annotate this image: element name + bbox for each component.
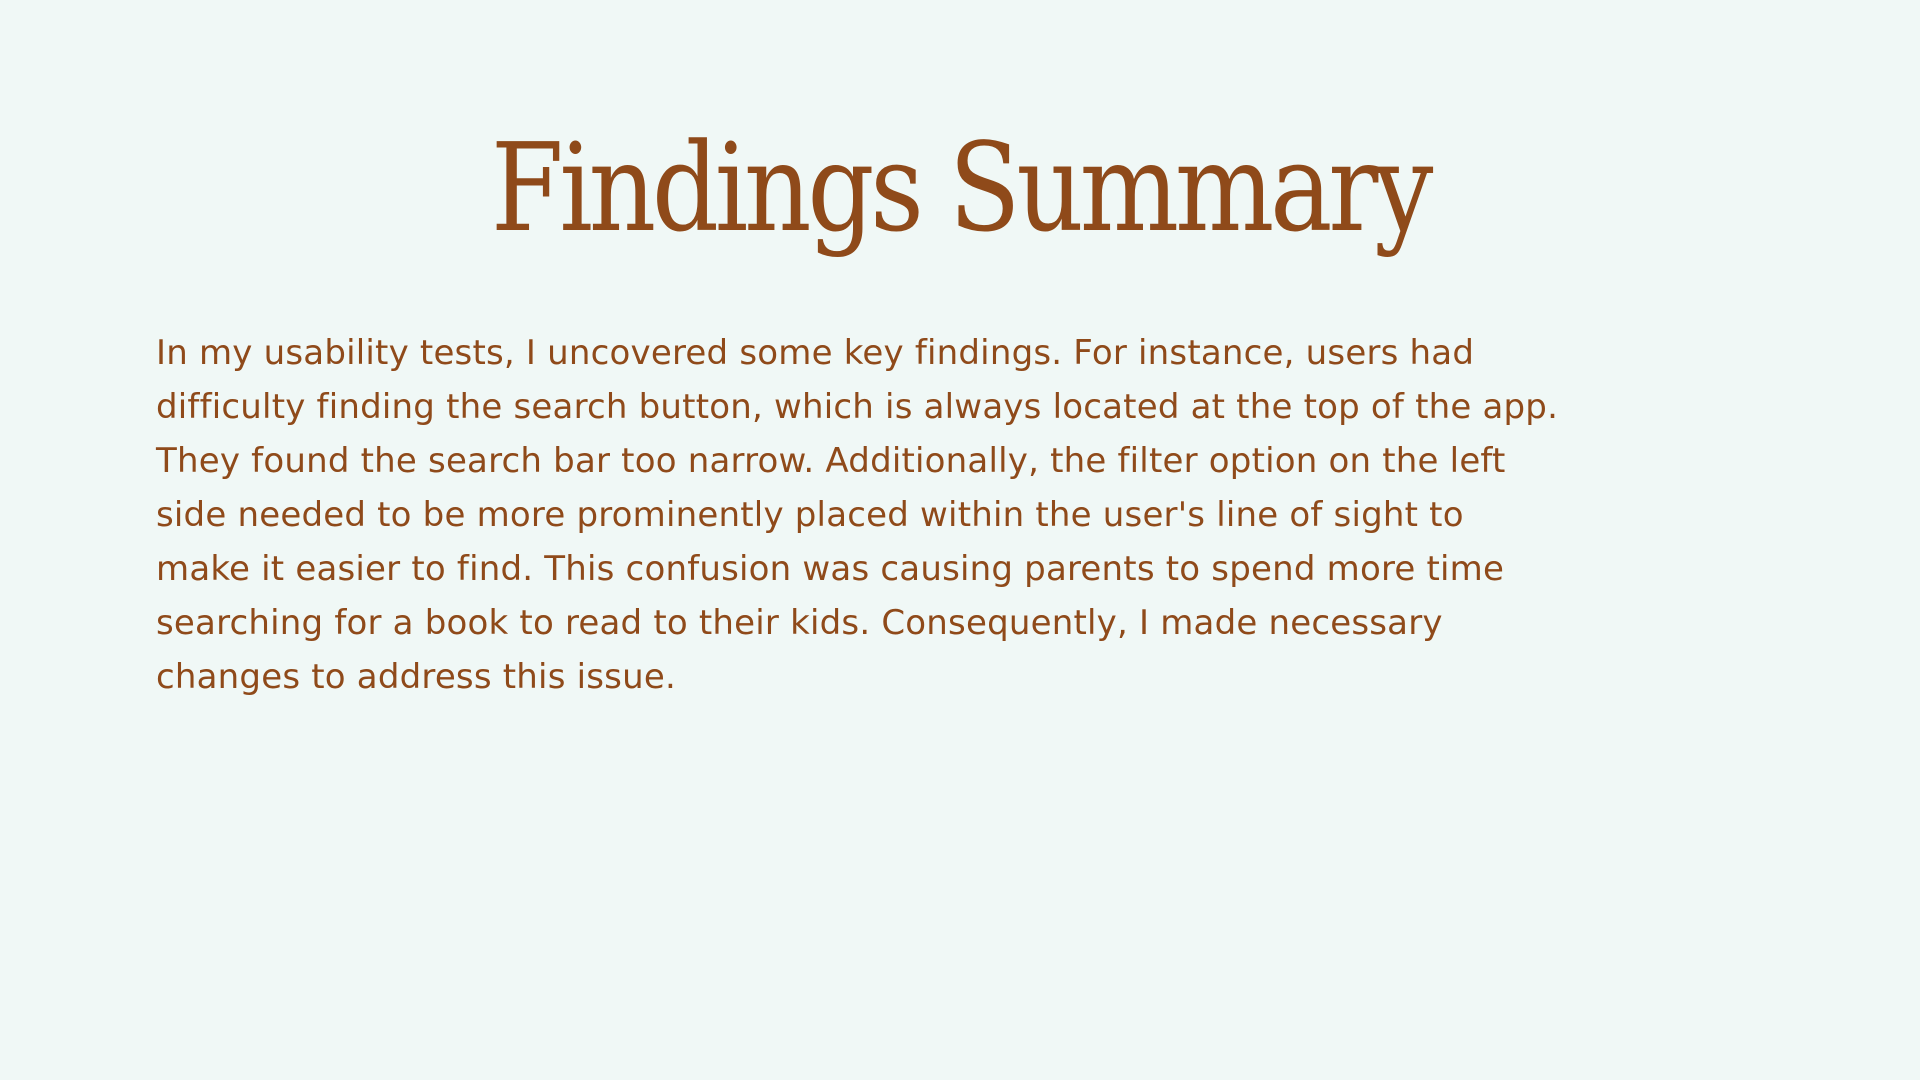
paragraph-line: side needed to be more prominently placed within the user's line of sight to: [156, 495, 1464, 535]
paragraph-line: searching for a book to read to their kids. Consequently, I made necessary: [156, 603, 1443, 643]
findings-paragraph: [156, 326, 1756, 704]
paragraph-line: In my usability tests, I uncovered some key findings. For instance, users had: [156, 333, 1475, 373]
paragraph-line: difficulty finding the search button, which is always located at the top of the app.: [156, 387, 1559, 427]
paragraph-line: changes to address this issue.: [156, 657, 676, 697]
paragraph-line: make it easier to find. This confusion was causing parents to spend more time: [156, 549, 1505, 589]
paragraph-line: They found the search bar too narrow. Additionally, the filter option on the left: [156, 441, 1506, 481]
slide-title: Findings Summary: [490, 117, 1430, 259]
